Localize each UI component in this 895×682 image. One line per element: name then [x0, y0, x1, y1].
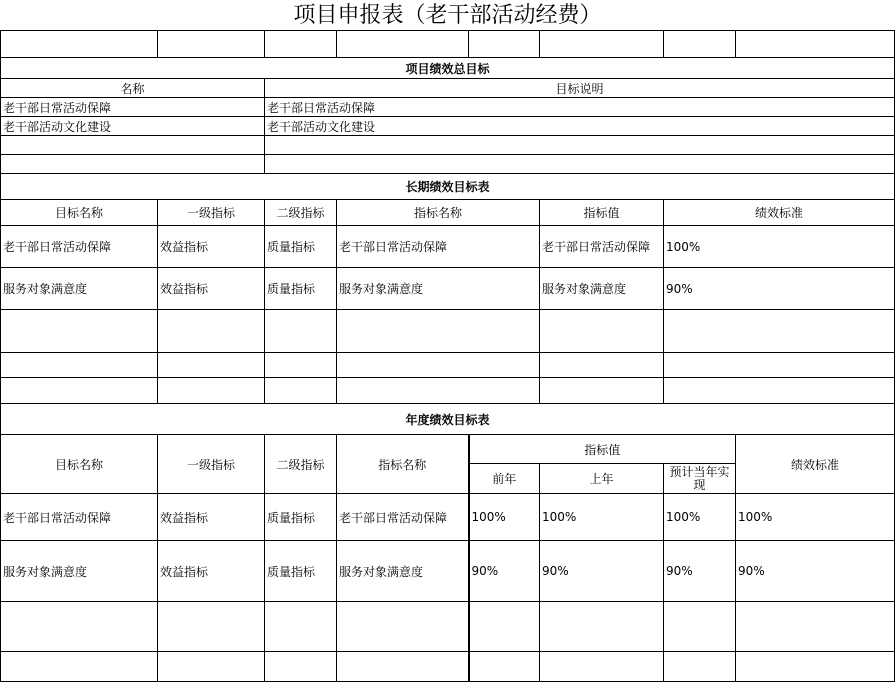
prev-year-cell[interactable]: 100% [469, 494, 540, 541]
table-row [1, 310, 895, 353]
column-header-level2: 二级指标 [265, 435, 337, 494]
level2-cell[interactable]: 质量指标 [265, 268, 337, 310]
value-cell[interactable]: 老干部日常活动保障 [540, 226, 664, 268]
level2-cell[interactable]: 质量指标 [265, 541, 337, 602]
prev-year-cell[interactable]: 90% [469, 541, 540, 602]
column-header-indicator: 指标名称 [337, 200, 540, 226]
column-header-prev-year: 前年 [469, 464, 540, 494]
overall-desc-cell[interactable]: 老干部活动文化建设 [265, 117, 895, 136]
section-heading-overall: 项目绩效总目标 [1, 58, 895, 79]
column-header-value: 指标值 [469, 435, 736, 464]
standard-cell[interactable]: 100% [664, 226, 895, 268]
goal-name-cell[interactable]: 服务对象满意度 [1, 541, 158, 602]
table-row [1, 268, 895, 310]
goal-name-cell[interactable]: 服务对象满意度 [1, 268, 158, 310]
column-header-level2: 二级指标 [265, 200, 337, 226]
column-header-level1: 一级指标 [158, 200, 265, 226]
table-row [1, 353, 895, 378]
goal-name-cell[interactable]: 老干部日常活动保障 [1, 226, 158, 268]
goal-name-cell[interactable]: 老干部日常活动保障 [1, 494, 158, 541]
table-row [1, 98, 895, 117]
column-header-standard: 绩效标准 [664, 200, 895, 226]
blank-row [1, 31, 895, 58]
overall-desc-cell[interactable]: 老干部日常活动保障 [265, 98, 895, 117]
column-header-level1: 一级指标 [158, 435, 265, 494]
table-row [1, 494, 895, 541]
expected-cell[interactable]: 90% [664, 541, 736, 602]
indicator-cell[interactable]: 服务对象满意度 [337, 541, 469, 602]
table-row [1, 117, 895, 136]
standard-cell[interactable]: 90% [664, 268, 895, 310]
section-heading-long-term: 长期绩效目标表 [1, 174, 895, 200]
page-title: 项目申报表（老干部活动经费） [293, 3, 602, 28]
column-header-description: 目标说明 [265, 79, 895, 98]
overall-name-cell[interactable]: 老干部活动文化建设 [1, 117, 265, 136]
table-row [1, 226, 895, 268]
indicator-cell[interactable]: 老干部日常活动保障 [337, 494, 469, 541]
overall-name-cell[interactable]: 老干部日常活动保障 [1, 98, 265, 117]
column-header-indicator: 指标名称 [337, 435, 469, 494]
level2-cell[interactable]: 质量指标 [265, 494, 337, 541]
column-header-name: 名称 [1, 79, 265, 98]
last-year-cell[interactable]: 100% [540, 494, 664, 541]
level1-cell[interactable]: 效益指标 [158, 226, 265, 268]
table-row [1, 378, 895, 404]
level1-cell[interactable]: 效益指标 [158, 541, 265, 602]
table-row [1, 136, 895, 155]
column-header-expected: 预计当年实现 [664, 464, 736, 494]
table-row [1, 652, 895, 682]
table-row [1, 155, 895, 174]
standard-cell[interactable]: 100% [736, 494, 895, 541]
report-table [0, 30, 895, 682]
standard-cell[interactable]: 90% [736, 541, 895, 602]
level2-cell[interactable]: 质量指标 [265, 226, 337, 268]
indicator-cell[interactable]: 服务对象满意度 [337, 268, 540, 310]
column-header-last-year: 上年 [540, 464, 664, 494]
column-header-standard: 绩效标准 [736, 435, 895, 494]
last-year-cell[interactable]: 90% [540, 541, 664, 602]
level1-cell[interactable]: 效益指标 [158, 494, 265, 541]
column-header-goal-name: 目标名称 [1, 435, 158, 494]
column-header-value: 指标值 [540, 200, 664, 226]
expected-cell[interactable]: 100% [664, 494, 736, 541]
table-row [1, 602, 895, 652]
indicator-cell[interactable]: 老干部日常活动保障 [337, 226, 540, 268]
column-header-goal-name: 目标名称 [1, 200, 158, 226]
table-row [1, 541, 895, 602]
section-heading-annual: 年度绩效目标表 [1, 404, 895, 435]
value-cell[interactable]: 服务对象满意度 [540, 268, 664, 310]
level1-cell[interactable]: 效益指标 [158, 268, 265, 310]
